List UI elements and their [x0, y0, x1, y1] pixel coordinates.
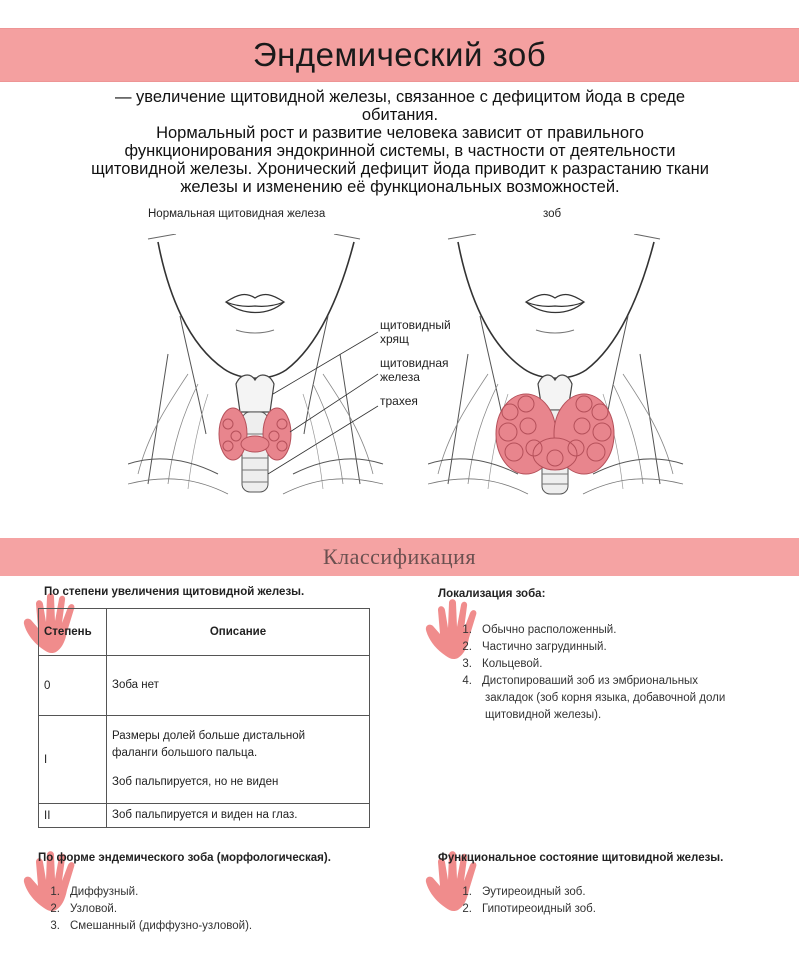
list-text: Гипотиреоидный зоб.: [482, 903, 596, 915]
classification-title: Классификация: [322, 544, 477, 569]
page-title: Эндемический зоб: [252, 36, 547, 73]
degree-cell: II: [39, 804, 107, 828]
table-row: [39, 656, 370, 716]
list-item: [456, 901, 776, 918]
intro-line: функционирования эндокринной системы, в частности от деятельности: [124, 142, 676, 160]
list-item: [44, 884, 384, 901]
list-text: Обычно расположенный.: [482, 624, 617, 636]
list-text: Смешанный (диффузно-узловой).: [70, 920, 253, 932]
intro-text: [40, 88, 760, 196]
list-item: [456, 673, 786, 724]
list-number: 3.: [50, 920, 60, 932]
description-cell: Зоба нет: [107, 656, 370, 716]
description-line: Зоб пальпируется, но не виден: [112, 776, 279, 788]
table-row: [39, 716, 370, 804]
form-list: [44, 884, 384, 935]
form-section-title: По форме эндемического зоба (морфологическая).: [38, 852, 331, 864]
list-number: 3.: [462, 658, 472, 670]
description-cell: Зоб пальпируется и виден на глаз.: [107, 804, 370, 828]
list-text-line: Дистопироваший зоб из эмбриональных: [482, 675, 699, 687]
description-header: Описание: [107, 609, 370, 656]
list-text: Кольцевой.: [482, 658, 543, 670]
description-cell: [107, 716, 370, 804]
title-banner: [0, 28, 799, 82]
list-item: [456, 656, 786, 673]
table-row: [39, 804, 370, 828]
localization-section-title: Локализация зоба:: [438, 588, 546, 600]
list-text: Эутиреоидный зоб.: [482, 886, 586, 898]
intro-line: — увеличение щитовидной железы, связанное с дефицитом йода в среде: [114, 88, 686, 106]
intro-line: обитания.: [361, 106, 439, 124]
list-text: Диффузный.: [70, 886, 139, 898]
goiter-caption: зоб: [543, 208, 562, 220]
list-text-line: закладок (зоб корня языка, добавочной доли: [485, 692, 726, 704]
normal-thyroid-illustration: [128, 234, 388, 520]
trachea-label: трахея: [380, 394, 418, 408]
list-number: 2.: [462, 641, 472, 653]
list-item: [456, 884, 776, 901]
description-line: фаланги большого пальца.: [112, 747, 258, 759]
list-item: [44, 918, 384, 935]
degree-section-title: По степени увеличения щитовидной железы.: [44, 586, 305, 598]
goiter-illustration: [428, 234, 688, 520]
normal-gland-caption: Нормальная щитовидная железа: [148, 208, 326, 220]
list-text: Частично загрудинный.: [482, 641, 607, 653]
list-number: 2.: [462, 903, 472, 915]
intro-line: щитовидной железы. Хронический дефицит йода приводит к разрастанию ткани: [91, 160, 709, 178]
list-text-line: щитовидной железы).: [485, 709, 602, 721]
description-line: Размеры долей больше дистальной: [112, 730, 306, 742]
intro-line: железы и изменению её функциональных возможностей.: [180, 178, 620, 196]
functional-section-title: Функциональное состояние щитовидной железы.: [438, 852, 724, 864]
thyroid-cartilage: [236, 375, 274, 412]
list-text: Узловой.: [70, 903, 118, 915]
cartilage-label-line: хрящ: [380, 332, 409, 346]
degree-header: Степень: [39, 609, 107, 656]
degree-table: [38, 608, 370, 828]
list-item: [456, 639, 786, 656]
list-number: 2.: [50, 903, 60, 915]
list-number: 4.: [462, 675, 472, 687]
table-header-row: [39, 609, 370, 656]
list-text: [478, 673, 786, 724]
functional-list: [456, 884, 776, 918]
classification-banner: [0, 538, 799, 576]
list-item: [456, 622, 786, 639]
gland-label-line: железа: [380, 370, 420, 384]
list-item: [44, 901, 384, 918]
gland-label-line: щитовидная: [380, 356, 449, 370]
degree-cell: I: [39, 716, 107, 804]
localization-list: [456, 622, 786, 724]
intro-line: Нормальный рост и развитие человека зависит от правильного: [156, 124, 644, 142]
cartilage-label-line: щитовидный: [380, 318, 451, 332]
list-number: 1.: [50, 886, 60, 898]
degree-cell: 0: [39, 656, 107, 716]
list-number: 1.: [462, 886, 472, 898]
list-number: 1.: [462, 624, 472, 636]
